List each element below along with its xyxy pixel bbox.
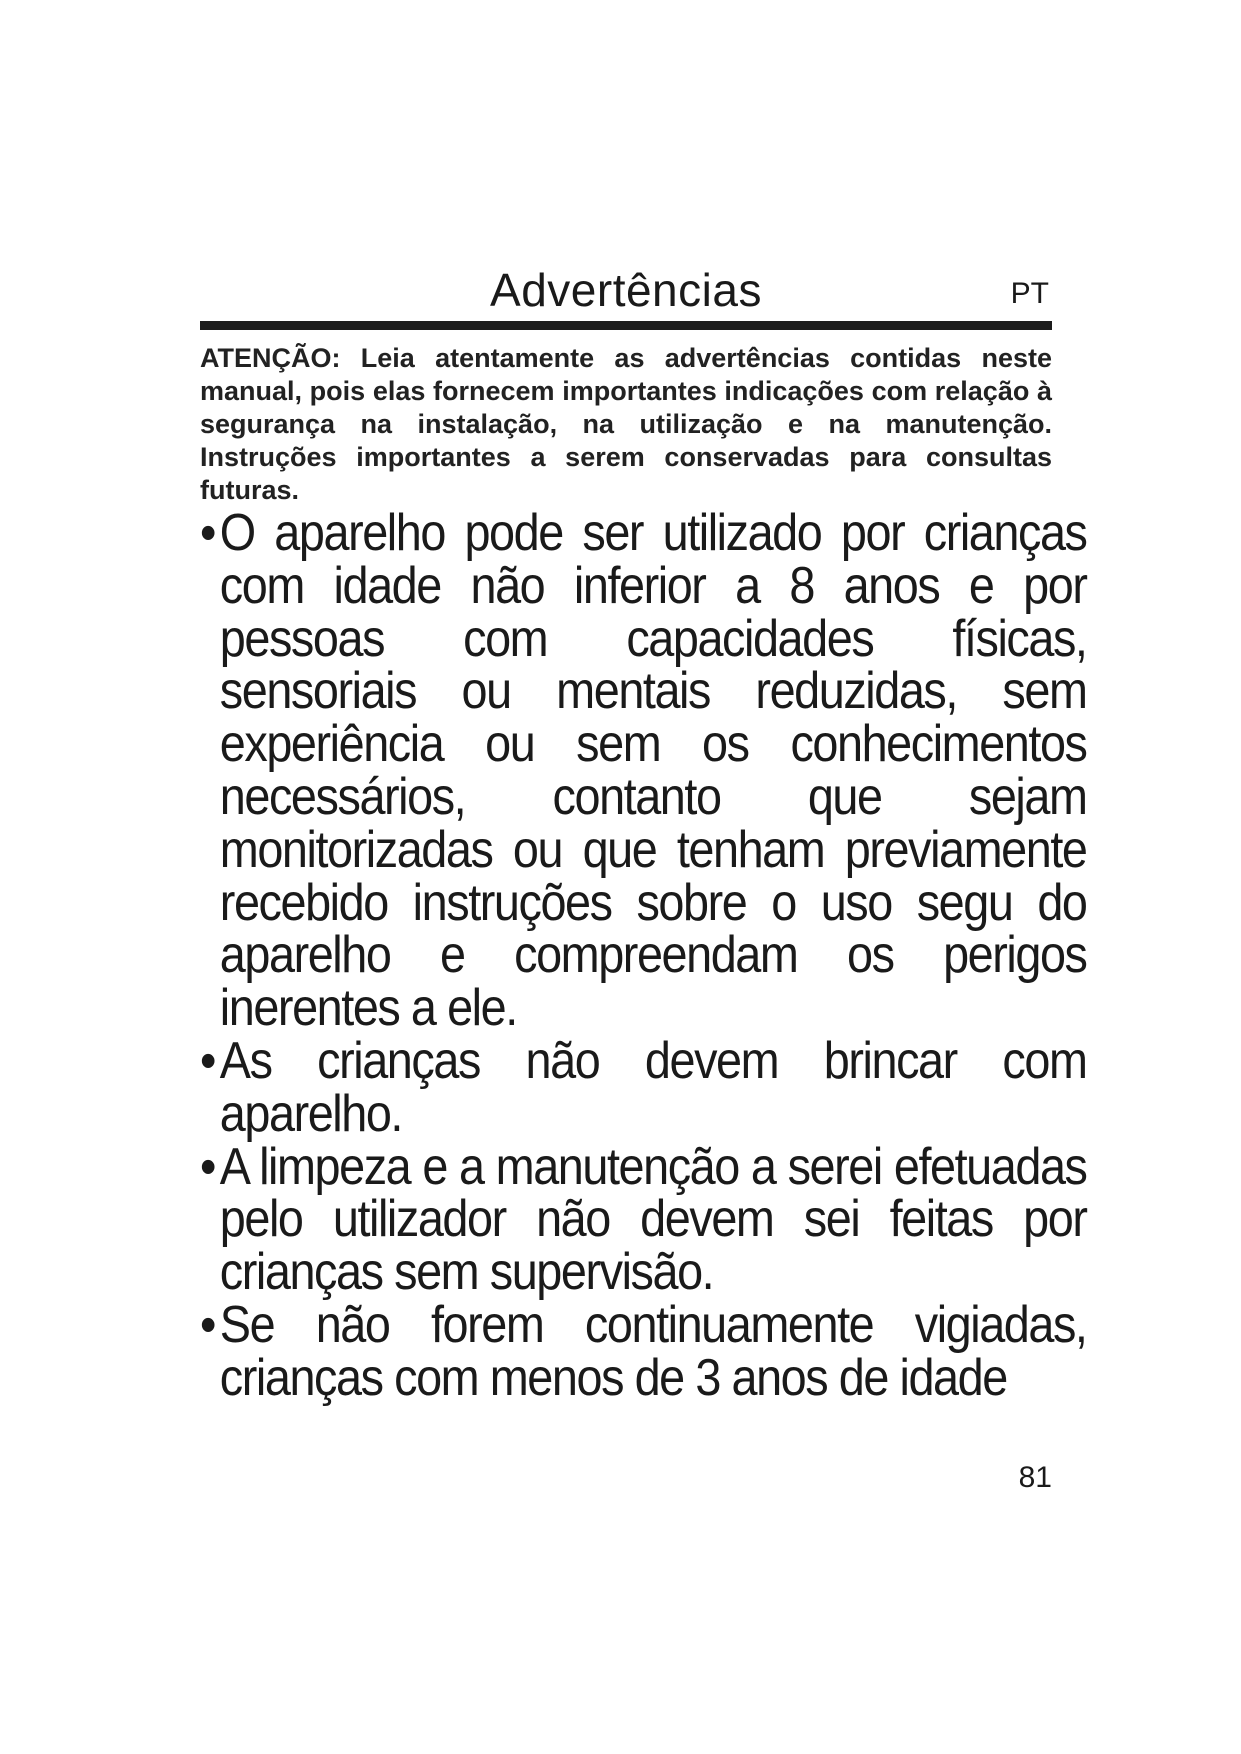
page-header (200, 262, 1052, 322)
warning-list (200, 504, 1087, 1407)
language-code: PT (1010, 277, 1049, 310)
page-title: Advertências (490, 264, 762, 316)
list-item: • O aparelho pode ser utilizado por crianças com idade não inferior a 8 anos e por pessoas com capacidades físicas, sensoriais ou mentais reduzidas, sem experiência ou sem os conhecimentos necessários, contanto que sejam monitorizadas ou que tenham previamente recebido instruções sobre o uso segu do aparelho e compreendam os perigos inerentes a ele. (200, 507, 1087, 1035)
attention-paragraph: ATENÇÃO: Leia atentamente as advertências contidas neste manual, pois elas fornecem importantes indicações com relação à segurança na instalação, na utilização e na manutenção. Instruções importantes a serem conservadas para consultas futuras. (200, 343, 1052, 505)
list-item: • As crianças não devem brincar com aparelho. (200, 1035, 1087, 1141)
list-item: • A limpeza e a manutenção a serei efetuadas pelo utilizador não devem sei feitas por crianças sem supervisão. (200, 1141, 1087, 1299)
list-item: • Se não forem continuamente vigiadas, crianças com menos de 3 anos de idade (200, 1299, 1087, 1405)
page-number: 81 (1018, 1461, 1052, 1494)
header-rule (200, 321, 1052, 330)
